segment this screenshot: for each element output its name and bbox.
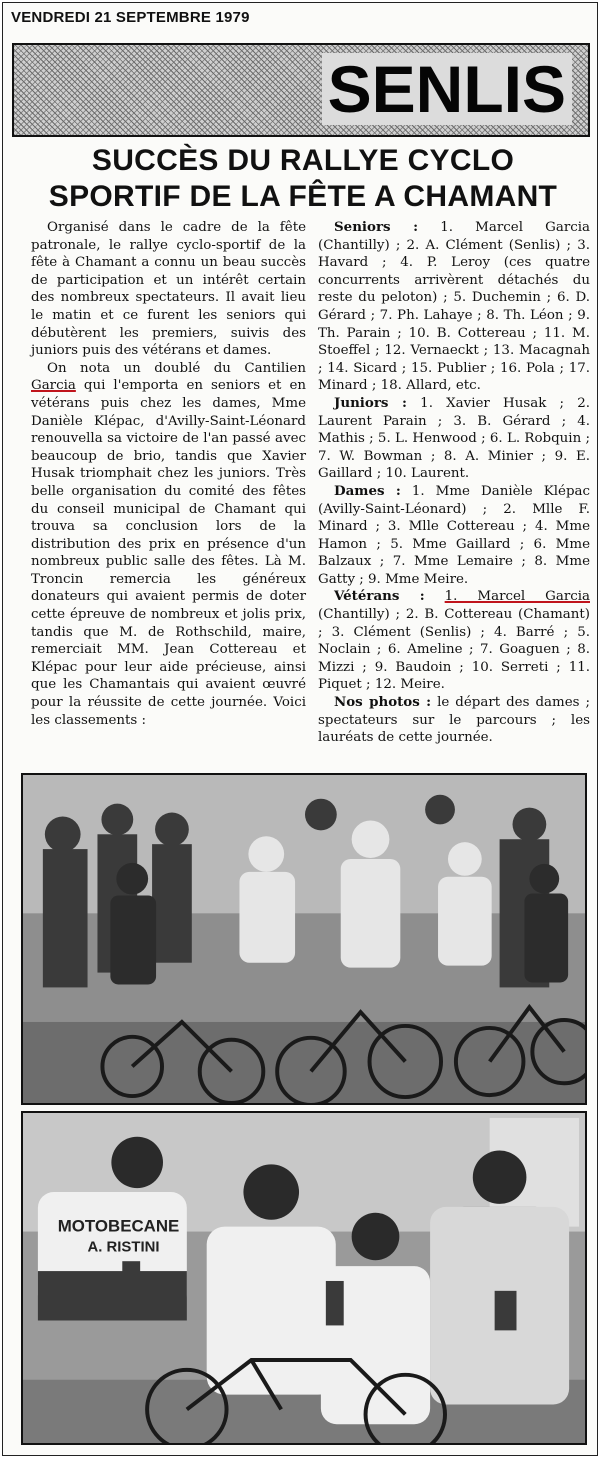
article-headline [3,143,600,215]
photo-1-image [23,775,585,1103]
seniors-list: 1. Marcel Garcia (Chantilly) ; 2. A. Clément (Senlis) ; 3. Havard ; 4. P. Leroy (ces quatre concurrents arrivèrent détachés du reste du peloton) ; 5. Duchemin ; 6. D. Gérard ; 7. Ph. Lahaye ; 8. Th. Léon ; 9. Th. Parain ; 10. B. Cottereau ; 11. M. Stoeffel ; 12. Vernaeckt ; 13. Macagnah ; 14. Sicard ; 15. Publier ; 16. Pola ; 17. Minard ; 18. Allard, etc. [318,220,590,394]
results-dames [318,483,590,589]
photo-caption [318,694,590,747]
veterans-list: (Chantilly) ; 2. B. Cottereau (Chamant) ; 3. Clément (Senlis) ; 4. Barré ; 5. Noclain ; 6. Ameline ; 7. Goaguen ; 8. Mizzi ; 9. Baudoin ; 10. Serreti ; 11. Piquet ; 12. Meire. [318,607,590,693]
dames-label: Dames : [334,482,401,499]
section-banner [12,43,590,137]
photos-label: Nos photos : [334,694,432,711]
jersey-text-line-2: A. RISTINI [87,1239,160,1256]
results-column [318,219,590,747]
juniors-list: 1. Xavier Husak ; 2. Laurent Parain ; 3. B. Gérard ; 4. Mathis ; 5. L. Henwood ; 6. L. Robquin ; 7. W. Bowman ; 8. A. Minier ; 9. E. Gaillard ; 10. Laurent. [318,395,590,482]
results-juniors [318,395,590,483]
paragraph-2-start: On nota un doublé du Cantilien [47,360,306,376]
article-paragraph-1: Organisé dans le cadre de la fête patronale, le rallye cyclo-sportif de la fête à Chamant a connu un beau succès de participation et un intérêt certain des nombreux spectateurs. Il avait lieu le matin et ce furent les seniors qui débutèrent les premiers, suivis des juniors puis des vétérans et dames. [31,220,306,359]
highlighted-name-garcia: Garcia [31,378,76,394]
juniors-label: Juniors : [334,394,407,411]
section-title: SENLIS [322,53,572,125]
photos-caption-text: le départ des dames ; spectateurs sur le parcours ; les lauréats de cette journée. [318,695,590,746]
jersey-text-line-1: MOTOBECANE [57,1216,180,1236]
results-seniors [318,219,590,395]
results-veterans [318,588,590,694]
headline-line-2: SPORTIF DE LA FÊTE A CHAMANT [48,180,558,213]
newspaper-clipping [2,2,598,1456]
dames-list: 1. Mme Danièle Klépac (Avilly-Saint-Léonard) ; 2. Mlle F. Minard ; 3. Mlle Cottereau ; 4. Mme Hamon ; 5. Mme Gaillard ; 6. Mme Balzaux ; 7. Mme Lemaire ; 8. Mme Gatty ; 9. Mme Meire. [318,483,590,587]
seniors-label: Seniors : [334,219,419,235]
veterans-winner: 1. Marcel Garcia [444,589,590,605]
paragraph-2-rest: qui l'emporta en seniors et en vétérans puis chez les dames, Mme Danièle Klépac, d'Avilly-Saint-Léonard renouvella sa victoire de l'an passé avec beaucoup de brio, tandis que Xavier Husak triomphait chez les juniors. Très belle organisation du comité des fêtes du conseil municipal de Chamant qui trouva sa conclusion lors de la distribution des prix en présence d'un nombreux public salle des fêtes. Là M. Troncin remercia les généreux donateurs qui avaient permis de doter cette épreuve de nombreux et jolis prix, tandis que M. de Rothschild, maire, remerciait MM. Jean Cottereau et Klépac pour leur aide précieuse, ainsi que les Chamantais qui avaient œuvré pour la réussite de cette journée. Voici les classements : [31,378,306,728]
dateline: VENDREDI 21 SEPTEMBRE 1979 [11,9,250,26]
article-paragraph-2 [31,360,306,729]
veterans-label: Vétérans : [334,588,425,605]
photo-race-winners [21,1111,587,1445]
photo-2-image [23,1113,585,1443]
headline-line-1: SUCCÈS DU RALLYE CYCLO [91,144,515,177]
photo-start-of-ladies-race [21,773,587,1105]
article-body-column [31,219,306,729]
